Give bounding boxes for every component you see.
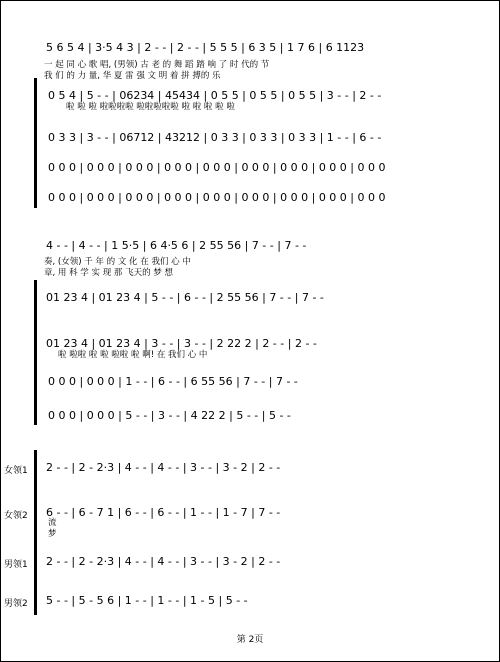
sys2-lyrics2: 章, 用 科 学 实 现 那 飞天的 梦 想 [44, 268, 174, 278]
sys2-voice3: 0 0 0 | 0 0 0 | 1 - - | 6 - - | 6 55 56 | 7 - - | 7 - - [48, 375, 298, 388]
sys2-voice2: 01 23 4 | 01 23 4 | 3 - - | 3 - - | 2 22 2 | 2 - - | 2 - - [46, 337, 317, 350]
sys3-lyric2: 梦 [48, 529, 57, 539]
label-nvling2: 女领2 [4, 511, 28, 521]
sys3-nvling2: 6 - - | 6 - 7 1 | 6 - - | 6 - - | 1 - - | 1 - 7 | 7 - - [46, 506, 281, 519]
sys2-voice2-lyrics: 啦 啦啦 啦 啦 啦啦 啦 啊! 在 我们 心 中 [58, 350, 208, 360]
label-nanling1: 男领1 [4, 560, 28, 570]
sys1-voice1: 0 5 4 | 5 - - | 06234 | 45434 | 0 5 5 | 0 5 5 | 0 5 5 | 3 - - | 2 - - [48, 89, 382, 102]
sys1-voice4: 0 0 0 | 0 0 0 | 0 0 0 | 0 0 0 | 0 0 0 | 0 0 0 | 0 0 0 | 0 0 0 | 0 0 0 [48, 191, 386, 204]
label-nanling2: 男领2 [4, 599, 28, 609]
sys1-lyrics2: 我 们 的 力 量, 华 夏 雷 强 文 明 着 拼 搏的 乐 [44, 71, 221, 81]
sys3-nanling1: 2 - - | 2 - 2·3 | 4 - - | 4 - - | 3 - - | 3 - 2 | 2 - - [46, 555, 281, 568]
sys3-nanling2: 5 - - | 5 - 5 6 | 1 - - | 1 - - | 1 - 5 | 5 - - [46, 594, 248, 607]
sys2-lyrics1: 奏, (女领) 千 年 的 文 化 在 我们 心 中 [44, 257, 191, 267]
sys1-voice1-lyrics: 啦 啦 啦 啦啦啦啦 啦啦啦啦啦 啦 啦 啦 啦 啦 [66, 102, 235, 112]
sys1-voice2: 0 3 3 | 3 - - | 06712 | 43212 | 0 3 3 | 0 3 3 | 0 3 3 | 1 - - | 6 - - [48, 131, 382, 144]
sys3-lyric1: 流 [48, 518, 57, 528]
page-footer: 第 2页 [236, 635, 264, 645]
label-nvling1: 女领1 [4, 466, 28, 476]
sys2-melody: 4 - - | 4 - - | 1 5·5 | 6 4·5 6 | 2 55 56 | 7 - - | 7 - - [46, 239, 307, 252]
sys3-nvling1: 2 - - | 2 - 2·3 | 4 - - | 4 - - | 3 - - | 3 - 2 | 2 - - [46, 461, 281, 474]
sys1-melody: 5 6 5 4 | 3·5 4 3 | 2 - - | 2 - - | 5 5 5 | 6 3 5 | 1 7 6 | 6 1123 [46, 41, 365, 54]
sys2-bracket [34, 280, 37, 425]
sys1-voice3: 0 0 0 | 0 0 0 | 0 0 0 | 0 0 0 | 0 0 0 | 0 0 0 | 0 0 0 | 0 0 0 | 0 0 0 [48, 161, 386, 174]
sys2-voice4: 0 0 0 | 0 0 0 | 5 - - | 3 - - | 4 22 2 | 5 - - | 5 - - [48, 409, 291, 422]
sys1-lyrics1: 一 起 同 心 歌 唱, (男领) 古 老 的 舞 蹈 踏 响 了 时 代的 节 [44, 60, 270, 70]
sys3-bracket [34, 450, 37, 615]
sys1-bracket [34, 78, 37, 208]
sys2-voice1: 01 23 4 | 01 23 4 | 5 - - | 6 - - | 2 55 56 | 7 - - | 7 - - [46, 291, 324, 304]
